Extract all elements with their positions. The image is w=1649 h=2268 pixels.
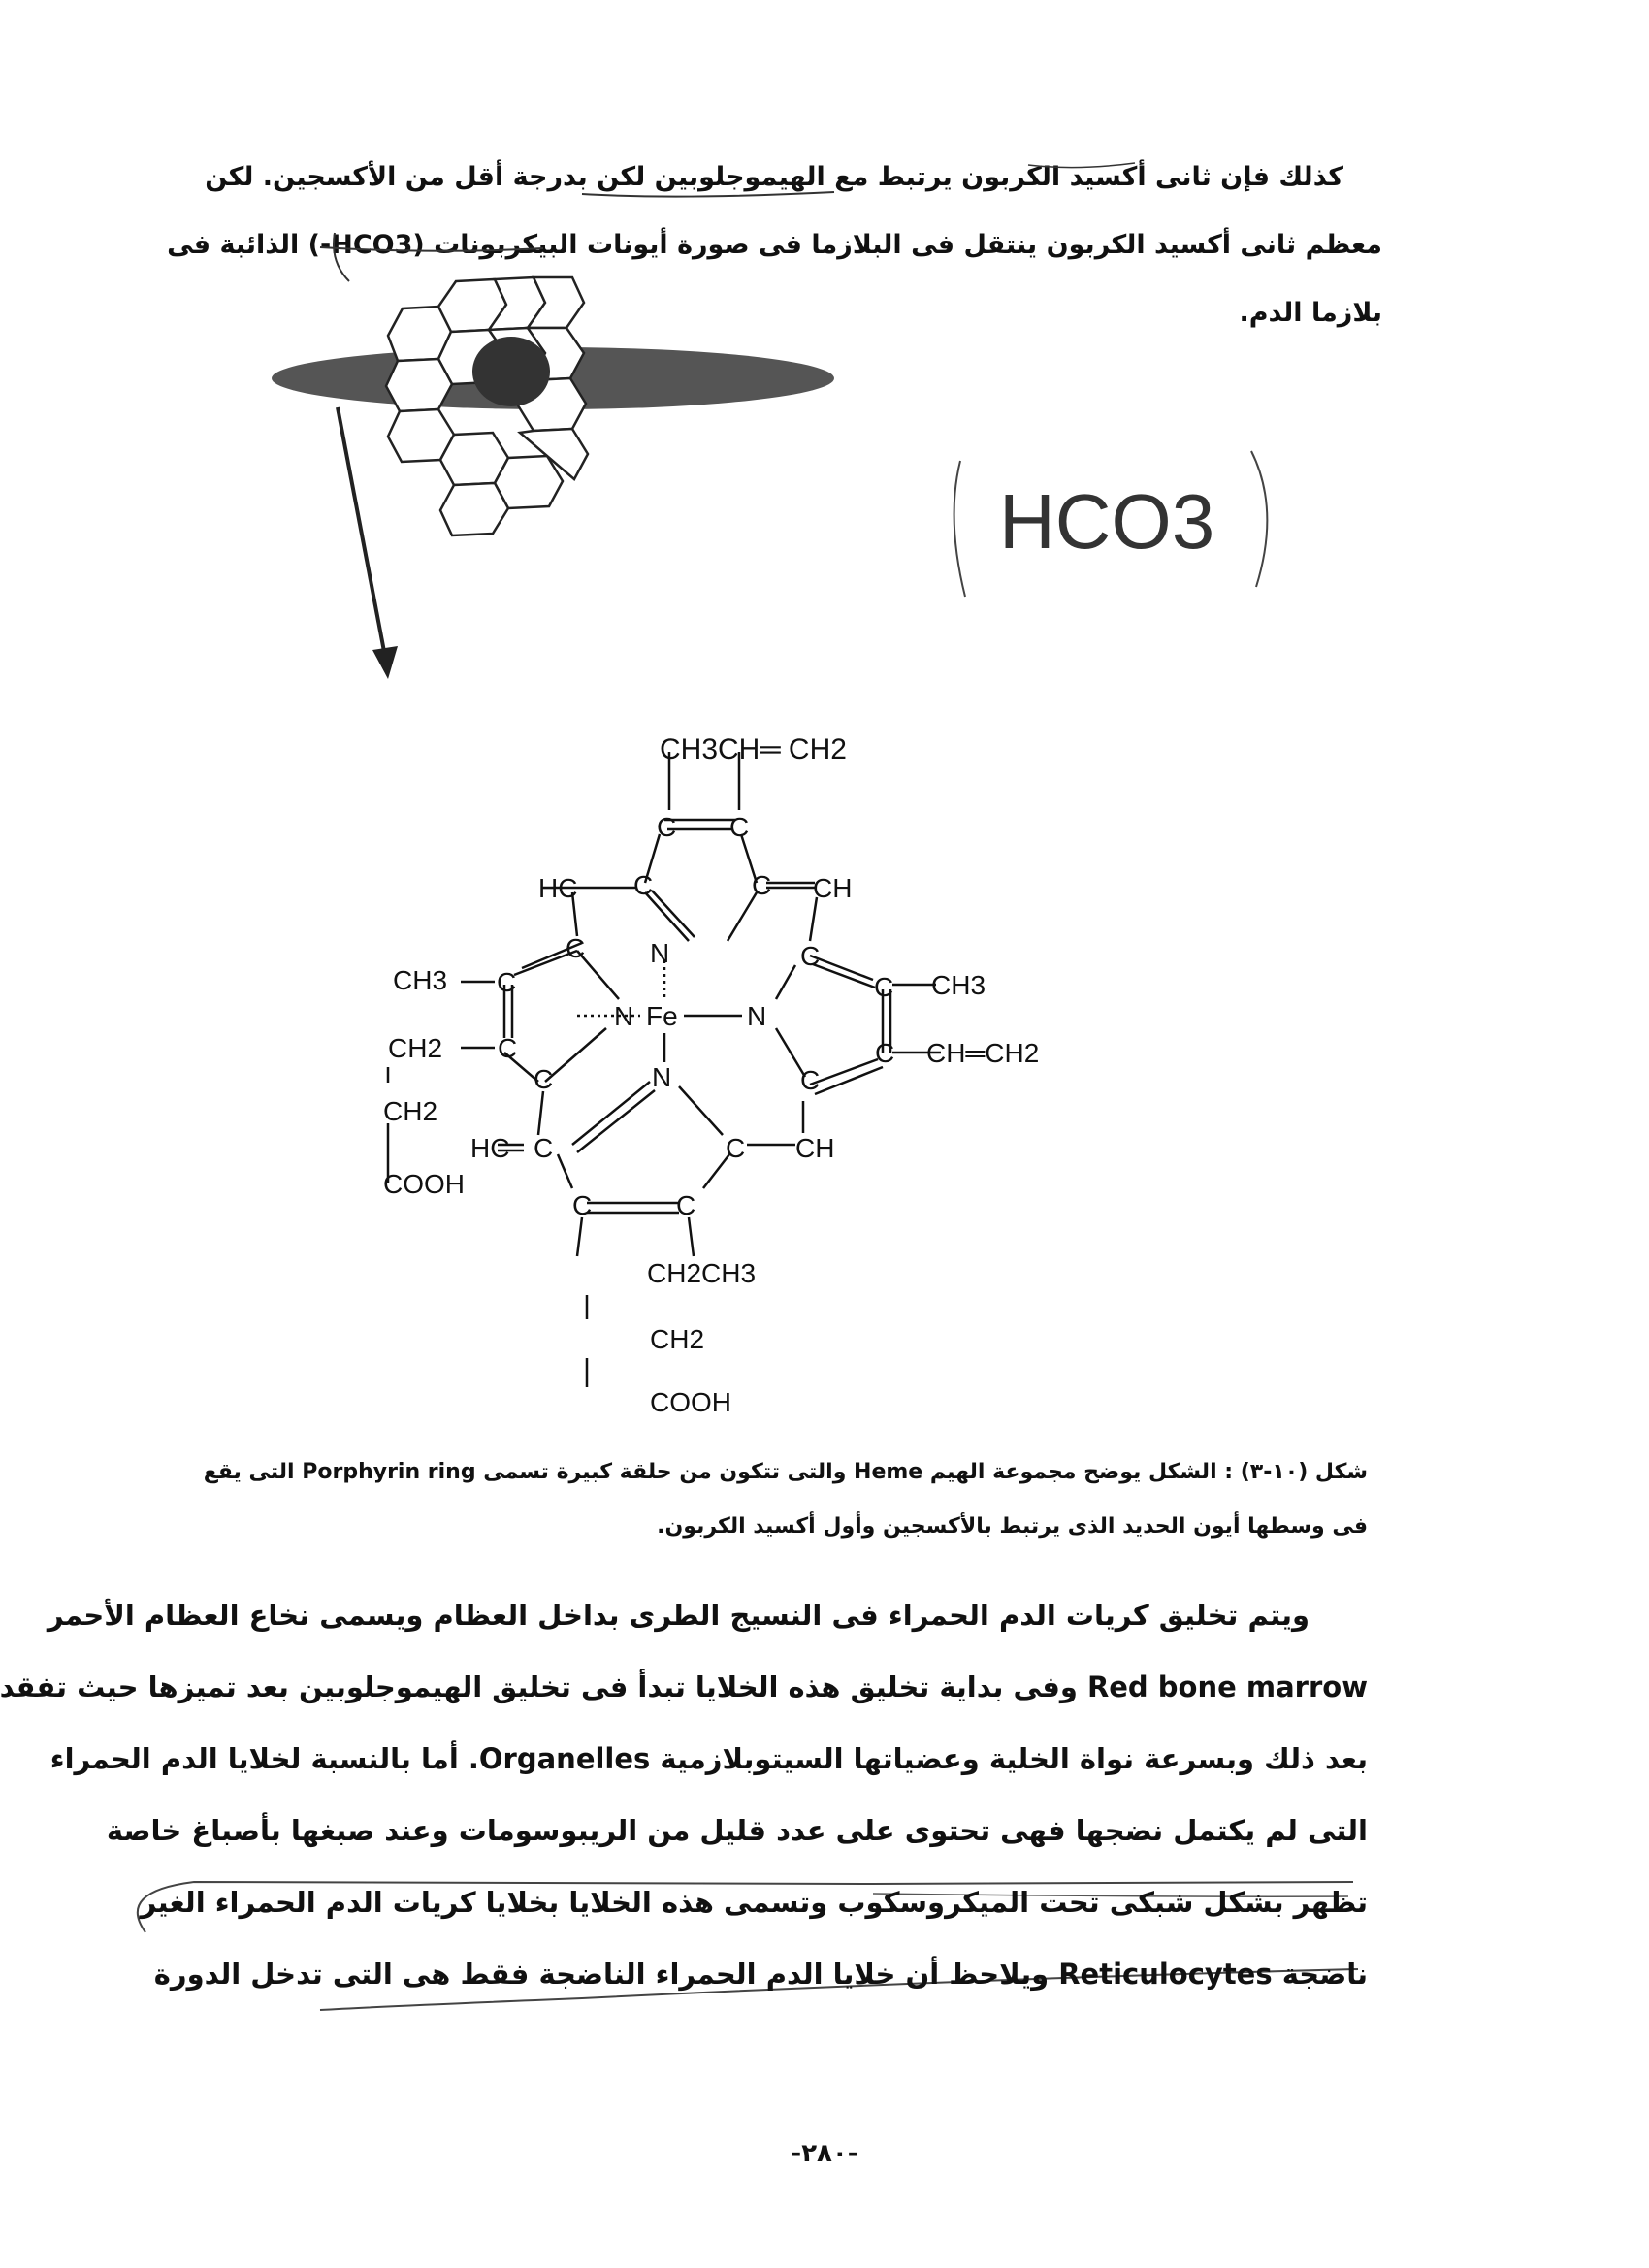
atom-label: C [874,972,894,1002]
atom-label: C [676,1190,696,1220]
atom-label: C [566,933,586,963]
atom-label: Fe [646,1001,678,1031]
paragraph-line: ويتم تخليق كريات الدم الحمراء فى النسيج الطرى بداخل العظام ويسمى نخاع العظام الأحمر [47,1599,1310,1632]
paragraph-line: Red bone marrow وفى بداية تخليق هذه الخلايا تبدأ فى تخليق الهيموجلوبين بعد تميزها حيث تفقد [0,1670,1368,1703]
atom-label: CH2 [383,1096,438,1126]
page-number: -٢٨٠- [791,2139,858,2168]
atom-label: C [875,1038,895,1068]
caption-line: شكل (١٠-٣) : الشكل يوضح مجموعة الهيم Heme والتى تتكون من حلقة كبيرة تسمى Porphyrin ring التى يقع [203,1460,1368,1484]
atom-label: N [650,938,670,968]
atom-label: HC [470,1133,510,1163]
note-text: HCO3 [999,478,1215,565]
atom-label: C [498,1033,518,1063]
atom-label: N [747,1001,767,1031]
atom-label: CH2CH3 [647,1258,757,1288]
arrow-head [372,646,398,679]
atom-label: CH2 [388,1033,443,1063]
atom-label: C [534,1064,554,1094]
paragraph-line: بعد ذلك وبسرعة نواة الخلية وعضياتها السيتوبلازمية Organelles. أما بالنسبة لخلايا الدم الحمراء [49,1742,1368,1775]
heme-structure [369,718,1106,1436]
atom-label: C [800,1065,821,1095]
atom-label: C [726,1133,746,1163]
atom-label: COOH [650,1387,731,1417]
atom-label: N [614,1001,634,1031]
atom-label: C [752,870,772,900]
paragraph-line: التى لم يكتمل نضجها فهى تحتوى على عدد قليل من الريبوسومات وعند صبغها بأصباغ خاصة [106,1814,1368,1847]
paragraph-rbc-synthesis [0,1579,1368,2010]
atom-label: CH═CH2 [926,1038,1040,1068]
atom-label: C [729,812,750,842]
atom-label: C [657,812,677,842]
atom-label: C [633,870,654,900]
paragraph-line: تظهر بشكل شبكى تحت الميكروسكوب وتسمى هذه الخلايا بخلايا كريات الدم الحمراء الغير [140,1886,1368,1919]
atom-label: CH [813,873,853,903]
porphyrin-sheet-illustration [252,262,854,689]
atom-label: CH3 [931,970,986,1000]
atom-label: CH2 [650,1324,705,1354]
arrow-shaft [338,407,386,662]
atom-label: N [652,1062,672,1092]
atom-label: HC [538,873,578,903]
atom-label: CH3CH═ CH2 [660,733,847,765]
paragraph-line: بلازما الدم. [1239,298,1382,328]
atom-label: C [497,967,517,997]
figure-caption [146,1445,1368,1554]
paragraph-line: ناضجة Reticulocytes ويلاحظ أن خلايا الدم الحمراء الناضجة فقط هى التى تدخل الدورة [153,1958,1368,1991]
caption-line: فى وسطها أيون الحديد الذى يرتبط بالأكسجين وأول أكسيد الكربون. [657,1514,1368,1539]
atom-label: C [534,1133,554,1163]
atom-label: C [800,941,821,971]
atom-label: COOH [383,1169,465,1199]
center-dark-ellipse [472,337,550,406]
atom-label: CH [795,1133,835,1163]
paragraph-line: معظم ثانى أكسيد الكربون ينتقل فى البلازما فى صورة أيونات البيكربونات (HCO3-) الذائبة فى [167,230,1382,260]
paragraph-line: كذلك فإن ثانى أكسيد الكربون يرتبط مع الهيموجلوبين لكن بدرجة أقل من الأكسجين. لكن [205,162,1343,192]
handwritten-note [941,441,1290,616]
atom-label: CH3 [393,965,448,995]
atom-label: C [572,1190,593,1220]
